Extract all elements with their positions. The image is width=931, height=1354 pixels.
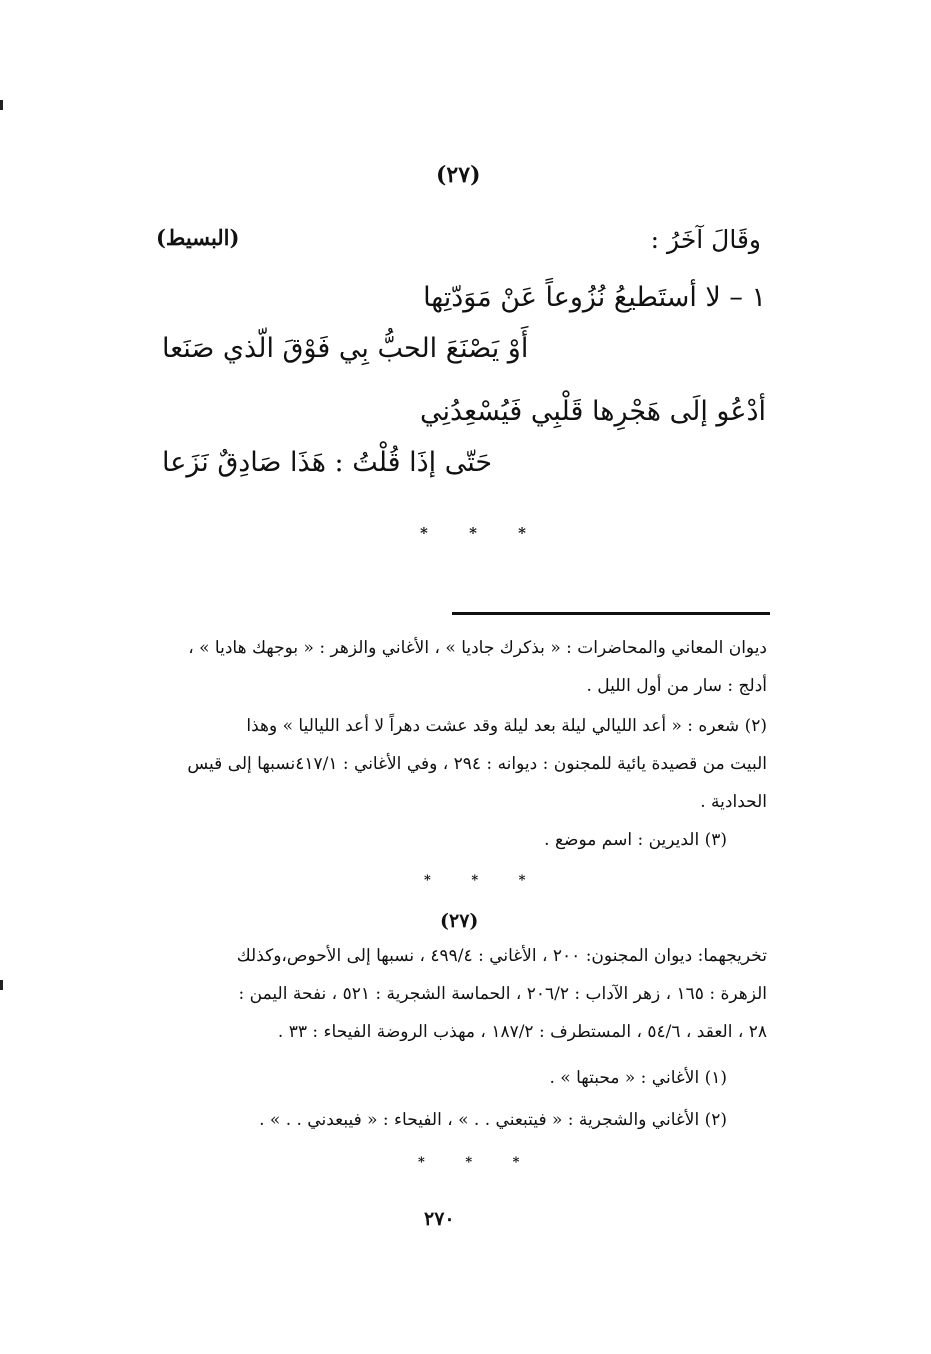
notes-footnote-2: (٢) الأغاني والشجرية : « فيتبعني . . » ، الفيحاء : « فيبعدني . . » . bbox=[259, 1110, 727, 1130]
intro-line: وقَالَ آخَرُ : bbox=[650, 225, 761, 254]
verse-1-second-hemistich: أَوْ يَصْنَعَ الحبُّ بِي فَوْقَ الّذي صَنَعا bbox=[162, 333, 529, 364]
margin-mark-top bbox=[0, 100, 3, 110]
margin-mark-bottom bbox=[0, 980, 3, 990]
notes-line-1: تخريجهما: ديوان المجنون: ٢٠٠ ، الأغاني : ٤٩٩/٤ ، نسبها إلى الأحوص،وكذلك bbox=[236, 946, 767, 966]
verse-2-first-hemistich: أدْعُو إلَى هَجْرِها قَلْبِي فَيُسْعِدُنِي bbox=[419, 396, 766, 427]
page-number: ٢٧٠ bbox=[424, 1208, 455, 1230]
poem-number: (٢٧) bbox=[436, 162, 481, 188]
footnote-3: (٣) الديرين : اسم موضع . bbox=[544, 830, 727, 850]
footnote-separator: * * * bbox=[424, 873, 544, 888]
end-separator: * * * bbox=[418, 1155, 538, 1170]
footnote-2-line-3: الحدادية . bbox=[700, 792, 767, 812]
footnote-rule bbox=[452, 612, 770, 615]
notes-line-3: ٢٨ ، العقد ، ٥٤/٦ ، المستطرف : ١٨٧/٢ ، مهذب الروضة الفيحاء : ٣٣ . bbox=[277, 1022, 767, 1042]
verse-2-second-hemistich: حَتّى إذَا قُلْتُ : هَذَا صَادِقٌ نَزَعا bbox=[162, 447, 493, 478]
footnote-2-line-2: البيت من قصيدة يائية للمجنون : ديوانه : ٢٩٤ ، وفي الأغاني : ٤١٧/١نسبها إلى قيس bbox=[187, 754, 767, 774]
section-separator: * * * bbox=[420, 524, 544, 542]
notes-line-2: الزهرة : ١٦٥ ، زهر الآداب : ٢٠٦/٢ ، الحماسة الشجرية : ٥٢١ ، نفحة اليمن : bbox=[238, 984, 767, 1004]
notes-heading: (٢٧) bbox=[440, 910, 479, 932]
footnote-continued-line-2: أدلج : سار من أول الليل . bbox=[586, 676, 767, 696]
footnote-continued-line-1: ديوان المعاني والمحاضرات : « بذكرك جاديا » ، الأغاني والزهر : « بوجهك هاديا » ، bbox=[188, 638, 767, 658]
notes-footnote-1: (١) الأغاني : « محبتها » . bbox=[549, 1068, 727, 1088]
footnote-2-line-1: (٢) شعره : « أعد الليالي ليلة بعد ليلة وقد عشت دهراً لا أعد اللياليا » وهذا bbox=[246, 716, 767, 736]
meter-label: (البسيط) bbox=[156, 225, 240, 250]
verse-1-first-hemistich: ١ – لا أستَطيعُ نُزُوعاً عَنْ مَوَدّتِها bbox=[423, 282, 766, 313]
